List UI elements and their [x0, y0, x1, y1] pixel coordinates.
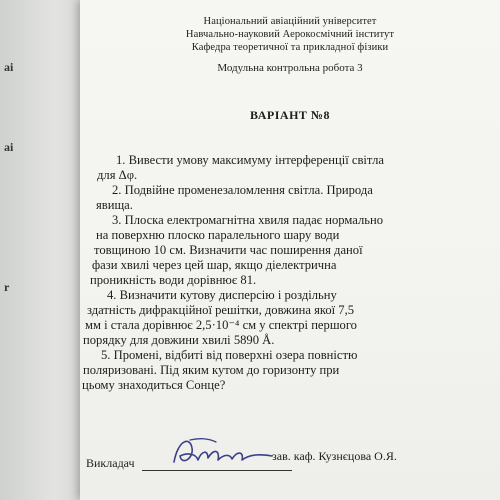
task-line: здатність дифракційної решітки, довжина якої 7,5 [87, 303, 355, 317]
task-line: для Δφ. [97, 168, 138, 182]
task-line: фази хвилі через цей шар, якщо діелектрична [92, 258, 337, 272]
lecturer-label: Викладач [86, 456, 135, 470]
task-line: на поверхню плоско паралельного шару води [96, 228, 340, 242]
task-line: цьому знаходиться Сонце? [82, 378, 226, 392]
task-line: 2. Подвійне променезаломлення світла. Природа [112, 183, 373, 197]
head-of-department-label: зав. каф. Кузнєцова О.Я. [272, 449, 397, 463]
university-name: Національний авіаційний університет [203, 16, 377, 27]
task-line: явища. [96, 198, 133, 212]
variant-number: ВАРІАНТ №8 [250, 108, 330, 122]
task-line: порядку для довжини хвилі 5890 Å. [83, 333, 275, 347]
task-line: 5. Промені, відбиті від поверхні озера повністю [101, 348, 358, 362]
underlying-sheet-mark: ai [4, 140, 14, 154]
signature-icon [168, 432, 278, 474]
underlying-sheet [0, 0, 90, 500]
department-name: Кафедра теоретичної та прикладної фізики [191, 42, 389, 53]
institute-name: Навчально-науковий Аерокосмічний інститут [185, 29, 395, 40]
task-line: проникність води дорівнює 81. [90, 273, 257, 287]
document-title: Модульна контрольна робота 3 [217, 62, 363, 74]
task-line: 4. Визначити кутову дисперсію і роздільну [107, 288, 337, 302]
exam-sheet [80, 0, 500, 500]
underlying-sheet-mark: ai [4, 60, 14, 74]
underlying-sheet-mark: r [4, 280, 10, 294]
task-line: поляризовані. Під яким кутом до горизонту при [83, 363, 340, 377]
task-line: 3. Плоска електромагнітна хвиля падає нормально [112, 213, 384, 227]
task-line: мм і стала дорівнює 2,5·10⁻⁴ см у спектрі першого [85, 318, 357, 332]
task-line: товщиною 10 см. Визначити час поширення даної [94, 243, 363, 257]
task-line: 1. Вивести умову максимуму інтерференції світла [116, 153, 384, 167]
